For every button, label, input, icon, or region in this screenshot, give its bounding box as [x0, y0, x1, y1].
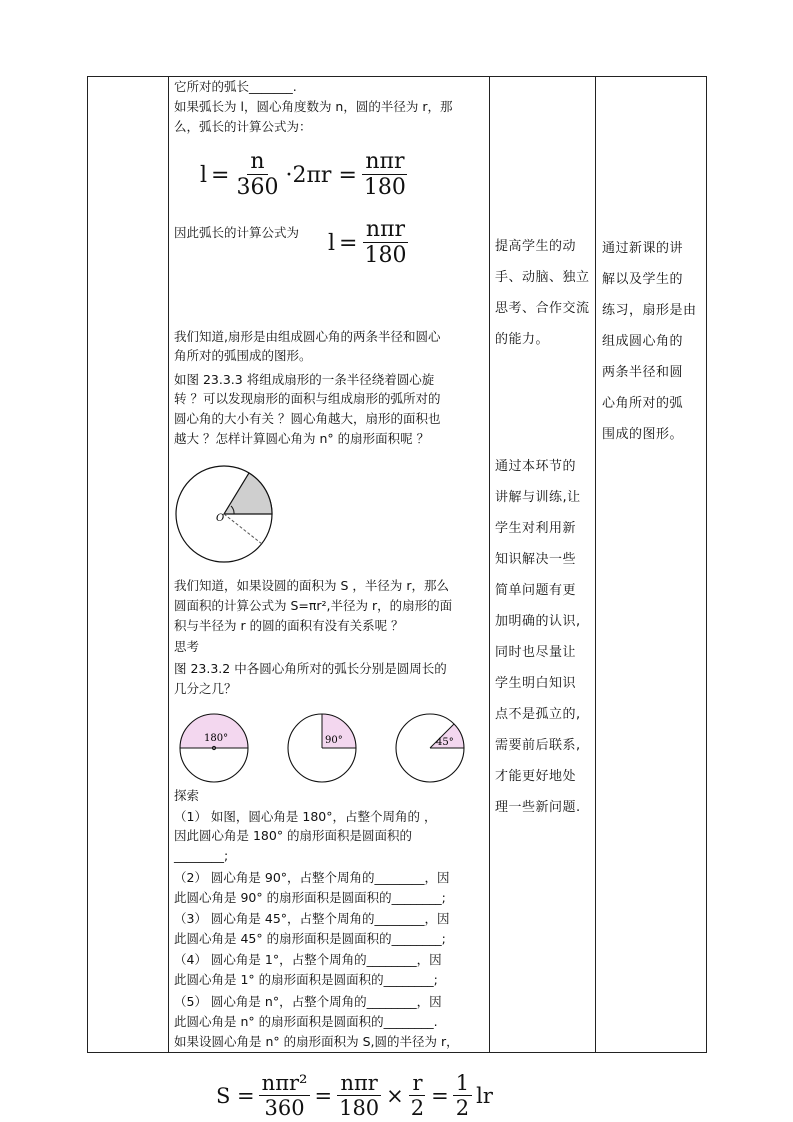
text-line: 此圆心角是 90° 的扇形面积是圆面积的________; [174, 890, 446, 905]
text-line: 它所对的弧长_______. [174, 79, 297, 94]
text-line: 圆心角的大小有关 ？圆心角越大，扇形的面积也 [174, 411, 441, 426]
text-line: 转 ？可以发现扇形的面积与组成扇形的弧所对的 [174, 391, 441, 406]
sector-figure [172, 462, 276, 566]
frac-den: 360 [236, 175, 279, 201]
text-line: 组成圆心角的 [602, 334, 684, 349]
frac-num: nπr [337, 1072, 380, 1096]
text-line: 练习，扇形是由 [602, 303, 697, 318]
formula-mid: ·2πr = [285, 162, 357, 188]
text-line: 加明确的认识, [495, 614, 581, 629]
text-line: ________; [174, 848, 229, 863]
text-line: （5） 圆心角是 n°，占整个周角的________，因 [174, 994, 442, 1009]
text-line: 的能力。 [495, 332, 550, 347]
frac-num: n [247, 150, 267, 175]
text-line: 么，弧长的计算公式为： [174, 119, 312, 134]
text-line: 同时也尽量让 [495, 645, 577, 660]
frac-den: 180 [364, 243, 407, 269]
angle-label-180: 180° [204, 733, 229, 744]
frac-den: 180 [339, 1096, 380, 1121]
rotated-radius [224, 514, 262, 544]
column-3-goal [495, 231, 590, 355]
text-line: 讲解与训练,让 [495, 490, 581, 505]
text-line: 如果弧长为 l，圆心角度数为 n，圆的半径为 r，那 [174, 99, 453, 114]
frac-den: 2 [410, 1096, 425, 1121]
text-line: 才能更好地处 [495, 769, 577, 784]
text-line: 理一些新问题. [495, 800, 581, 815]
frac-den: 180 [363, 175, 406, 201]
text-line: 此圆心角是 1° 的扇形面积是圆面积的________; [174, 972, 438, 987]
column-divider [168, 77, 169, 1052]
frac-num: nπr [363, 218, 408, 243]
text-line: 此圆心角是 45° 的扇形面积是圆面积的________; [174, 931, 446, 946]
text-line: （2） 圆心角是 90°，占整个周角的________，因 [174, 870, 450, 885]
formula-tail: lr [476, 1084, 493, 1109]
text-line: 我们知道,扇形是由组成圆心角的两条半径和圆心 [174, 329, 441, 344]
sector-area-formula: S = $\frac{\text{nπr²}}{360}$ = $\frac{\text{nπr}}{180}$ × $\frac{r}{2}$ = $\frac{1}{2}$ lr [216, 1071, 493, 1121]
formula-lhs: l [200, 162, 208, 188]
text-line: 积与半径为 r 的圆的面积有没有关系呢 ？ [174, 618, 404, 633]
text-line: 围成的图形。 [602, 427, 684, 442]
text-line: 如图 23.3.3 将组成扇形的一条半径绕着圆心旋 [174, 372, 435, 387]
frac-num: nπr [362, 150, 407, 175]
text-line: 通过本环节的 [495, 459, 577, 474]
frac-den: 360 [264, 1096, 305, 1121]
column-divider [489, 77, 490, 1052]
frac-num: nπr² [259, 1072, 311, 1096]
text-line: （3） 圆心角是 45°，占整个周角的________，因 [174, 911, 450, 926]
text-line: 思考 [174, 639, 200, 654]
text-line: 解以及学生的 [602, 272, 684, 287]
text-line: 如果设圆心角是 n° 的扇形面积为 S,圆的半径为 r， [174, 1034, 459, 1049]
text-line: （1） 如图，圆心角是 180°，占整个周角的 ， [174, 809, 437, 824]
formula-lhs: S = [216, 1084, 255, 1109]
text-line: 思考、合作交流 [495, 301, 590, 316]
frac-num: r [409, 1072, 425, 1096]
column-3-design [495, 451, 581, 823]
angle-label-45: 45° [436, 737, 454, 748]
frac-den: 2 [455, 1096, 470, 1121]
text-line: 越大 ？怎样计算圆心角为 n° 的扇形面积呢 ？ [174, 431, 430, 446]
text-line: 因此弧长的计算公式为 [174, 225, 300, 240]
angle-label-90: 90° [325, 735, 343, 746]
shaded-sector [224, 473, 272, 514]
text-line: 因此圆心角是 180° 的扇形面积是圆面积的 [174, 828, 413, 843]
text-line: 心角所对的弧 [602, 396, 684, 411]
text-line: 提高学生的动 [495, 239, 577, 254]
formula-lhs: l [328, 230, 336, 256]
text-line: 知识解决一些 [495, 552, 577, 567]
arc-length-formula-final: l = $\frac{\text{nπr}}{180}$ [328, 218, 409, 268]
text-line: 点不是孤立的, [495, 707, 581, 722]
text-line: 通过新课的讲 [602, 241, 684, 256]
text-line: 角所对的弧围成的图形。 [174, 348, 312, 363]
text-line: 简单问题有更 [495, 583, 577, 598]
column-divider [595, 77, 596, 1052]
text-line: 我们知道，如果设圆的面积为 S ，半径为 r，那么 [174, 578, 449, 593]
text-line: 此圆心角是 n° 的扇形面积是圆面积的________. [174, 1014, 438, 1029]
text-line: 手、动脑、独立 [495, 270, 590, 285]
text-line: 圆面积的计算公式为 S=πr²,半径为 r，的扇形的面 [174, 598, 453, 613]
times-sign: × [386, 1084, 404, 1109]
text-line: 图 23.3.2 中各圆心角所对的弧长分别是圆周长的 [174, 661, 447, 676]
angle-circles-figure [174, 710, 474, 786]
text-line: 需要前后联系, [495, 738, 581, 753]
center-label: O [216, 513, 225, 524]
text-line: 学生明白知识 [495, 676, 577, 691]
text-line: 探索 [174, 788, 200, 803]
column-4-summary [602, 233, 697, 450]
text-line: （4） 圆心角是 1°，占整个周角的________，因 [174, 952, 442, 967]
frac-num: 1 [453, 1072, 472, 1096]
text-line: 两条半径和圆 [602, 365, 684, 380]
text-line: 学生对利用新 [495, 521, 577, 536]
text-line: 几分之几？ [174, 681, 237, 696]
arc-length-formula: l = $\frac{n}{360}$ ·2πr = $\frac{\text{nπr}}{180}$ [200, 150, 409, 200]
